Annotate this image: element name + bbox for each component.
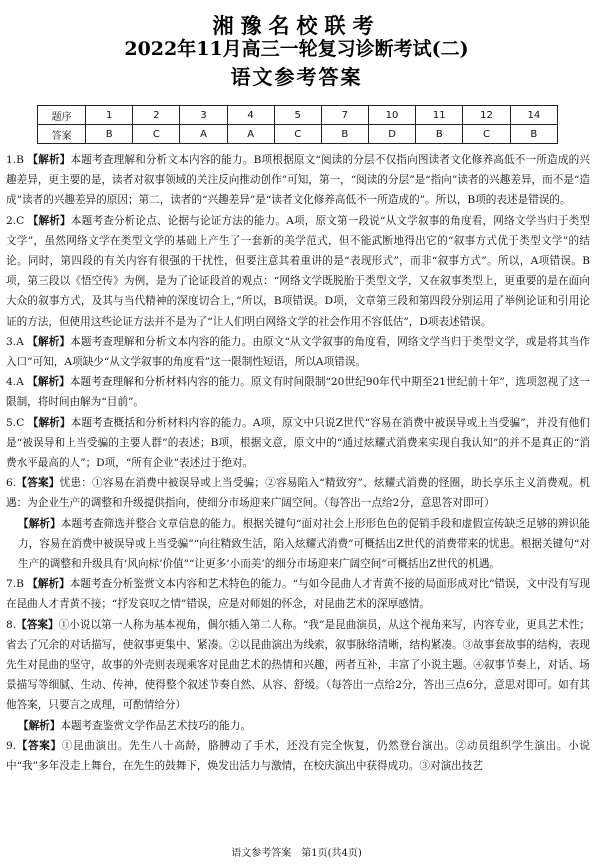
item-number: 5.C xyxy=(6,416,25,429)
answer-header-cell: 答案 xyxy=(38,125,86,144)
item-tag: 【解析】 xyxy=(27,578,70,591)
item-number: 8. xyxy=(6,618,17,631)
question-cell: 4 xyxy=(227,106,274,125)
answer-row xyxy=(38,125,558,144)
item-number: 1.B xyxy=(6,154,24,166)
item-tag: 【答案】 xyxy=(16,739,62,752)
item-tag: 【答案】 xyxy=(16,477,60,490)
page-footer: 语文参考答案 第1页(共4页) xyxy=(231,848,362,859)
question-cell: 2 xyxy=(133,106,180,125)
item-tag: 【解析】 xyxy=(27,416,71,429)
question-header-cell: 题序 xyxy=(38,106,86,125)
item-number: 9. xyxy=(6,739,17,752)
item-5 xyxy=(6,413,590,474)
answer-cell: C xyxy=(133,125,180,144)
answer-cell: A xyxy=(180,125,227,144)
answer-cell: D xyxy=(368,125,415,144)
item-6-analysis xyxy=(6,514,590,575)
item-9-answer xyxy=(6,736,590,776)
item-number: 3.A xyxy=(6,335,24,348)
exam-series-title: 湘豫名校联考 xyxy=(212,13,381,38)
question-cell: 1 xyxy=(86,106,133,125)
item-1 xyxy=(6,150,590,211)
question-cell: 11 xyxy=(416,106,463,125)
answer-cell: C xyxy=(463,125,510,144)
answer-cell: B xyxy=(321,125,368,144)
item-number: 7.B xyxy=(6,578,24,591)
answer-key-title: 语文参考答案 xyxy=(230,65,363,89)
answer-cell: B xyxy=(86,125,133,144)
item-tag: 【解析】 xyxy=(27,214,71,227)
item-text: 本题考查理解和分析材料内容的能力。原文有时间限制“20世纪90年代中期至21世纪前十年”，选项忽视了这一限制，将时间由解为“目前”。 xyxy=(6,376,591,409)
item-tag: 【答案】 xyxy=(16,618,59,631)
item-text: ①昆曲演出。先生八十高龄，胳膊动了手术，还没有完全恢复，仍然登台演出。②动员组织学生演出。小说中“我”多年没走上舞台，在先生的鼓舞下，焕发出活力与激情，在校庆演出中获得成功。③对演出技艺 xyxy=(6,739,590,773)
question-cell: 7 xyxy=(321,106,368,125)
answer-explanations xyxy=(6,150,590,776)
answer-cell: A xyxy=(227,125,274,144)
answer-table xyxy=(37,105,558,144)
item-2 xyxy=(6,211,590,332)
item-text: 本题考查理解和分析文本内容的能力。B项根据原文“阅读的分层不仅指向图读者文化修养高低不一所造成的兴趣差异，更主要的是，读者对叙事领域的关注反向推动创作”可知，第一，“阅读的分层”是“指向”读者的兴趣差异，而不是“造成”读者的兴趣差异的原因；第二，读者的“兴趣差异”是“读者文化修养高低不一所造成的”。所以，B项的表述是错误的。 xyxy=(6,154,590,207)
item-number: 4.A xyxy=(6,376,24,389)
item-tag: 【解析】 xyxy=(18,719,61,732)
item-text: 本题考查筛选并整合文章信息的能力。根据关键句“面对社会上形形色色的促销手段和虚假宣传缺乏足够的辨识能力，容易在消费中被误导或上当受骗”“向往精致生活，陷入炫耀式消费”可概括出Z世代的消费带来的忧患。根据关键句“对生产的调整和升级具有‘风向标’价值”“让更多‘小而美’的细分市场迎来广阔空间”可概括出Z世代的机遇。 xyxy=(18,517,590,571)
question-cell: 14 xyxy=(510,106,557,125)
item-text: 本题考查鉴赏文学作品艺术技巧的能力。 xyxy=(60,719,252,732)
item-tag: 【解析】 xyxy=(27,154,71,166)
item-tag: 【解析】 xyxy=(18,517,61,530)
item-tag: 【解析】 xyxy=(27,376,70,389)
question-cell: 10 xyxy=(368,106,415,125)
item-8-analysis xyxy=(6,716,590,736)
item-text: 忧患：①容易在消费中被误导或上当受骗；②容易陷入“精致穷”、炫耀式消费的怪圈，助长享乐主义消费观。机遇：为企业生产的调整和升级提供指向，使细分市场迎来广阔空间。（每答出一点给2分，意思答对即可） xyxy=(6,477,591,510)
answer-cell: B xyxy=(416,125,463,144)
item-text: ①小说以第一人称为基本视角，偶尔插入第二人称。“我”是昆曲演员，从这个视角来写，内容专业，更具艺术性；省去了冗余的对话描写，使叙事更集中、紧凑。②以昆曲演出为线索，叙事脉络清晰，结构紧凑。③故事套故事的结构，表现先生对昆曲的坚守，故事的外壳则表现乘客对昆曲艺术的热情和兴趣，两者互补，丰富了小说主题。④叙事节奏上，对话、场景描写等细腻、生动、传神，使得整个叙述节奏自然、从容、舒缓。（每答出一点给2分，答出三点6分，意思对即可。如有其他答案，只要言之成理，可酌情给分） xyxy=(6,618,591,712)
item-tag: 【解析】 xyxy=(27,335,71,348)
question-cell: 5 xyxy=(274,106,321,125)
answer-cell: C xyxy=(274,125,321,144)
item-7 xyxy=(6,574,590,614)
item-text: 本题考查分析论点、论据与论证方法的能力。A项，原文第一段说“从文学叙事的角度看，网络文学当归于类型文学”，虽然网络文学在类型文学的基础上产生了一套新的美学范式，但不能武断地得出它的“叙事方式优于类型文学”的结论。同时，第四段的有关内容有很强的干扰性，但要注意其着重讲的是“表现形式”，而非“叙事方式”。所以，A项错误。B项，第三段以《悟空传》为例，是为了论证段首的观点：“网络文学既脱胎于类型文学，又在叙事类型上，更重要的是在面向大众的叙事方式，及其与当代精神的深度切合上，”所以，B项错误。D项，文章第三段和第四段分别运用了举例论证和引用论证的方法，但使用这些论证方法并不是为了“让人们明白网络文学的社会作用不容低估”，D项表述错误。 xyxy=(6,214,591,328)
question-cell: 12 xyxy=(463,106,510,125)
item-3 xyxy=(6,332,590,372)
item-4 xyxy=(6,372,590,412)
item-8-answer xyxy=(6,615,590,716)
answer-cell: B xyxy=(510,125,557,144)
item-text: 本题考查概括和分析材料内容的能力。A项，原文中只说Z世代“容易在消费中被误导或上当受骗”，并没有他们是“被误导和上当受骗的主要人群”的表述；B项，根据文意，原文中的“通过炫耀式消费来实现自我认知”的并不是真正的“消费水平最高的人”；D项，“所有企业”表述过于绝对。 xyxy=(6,416,590,470)
item-number: 2.C xyxy=(6,214,25,227)
item-text: 本题考查理解和分析文本内容的能力。由原文“从文学叙事的角度看，网络文学当归于类型文学，或是将其当作入口”可知，A项缺少“从文学叙事的角度看”这一限制性短语，所以A项错误。 xyxy=(6,335,590,369)
item-text: 本题考查分析鉴赏文本内容和艺术特色的能力。“与如今昆曲人才青黄不接的局面形成对比”错误，文中没有写现在昆曲人才青黄不接；“抒发哀叹之情”错误，应是对师姐的怀念，对昆曲艺术的深厚感情。 xyxy=(6,578,590,611)
question-cell: 3 xyxy=(180,106,227,125)
question-number-row xyxy=(38,106,558,125)
item-number: 6. xyxy=(6,477,17,490)
exam-title: 2022年11月高三一轮复习诊断考试(二) xyxy=(124,38,469,60)
item-6-answer xyxy=(6,473,590,513)
